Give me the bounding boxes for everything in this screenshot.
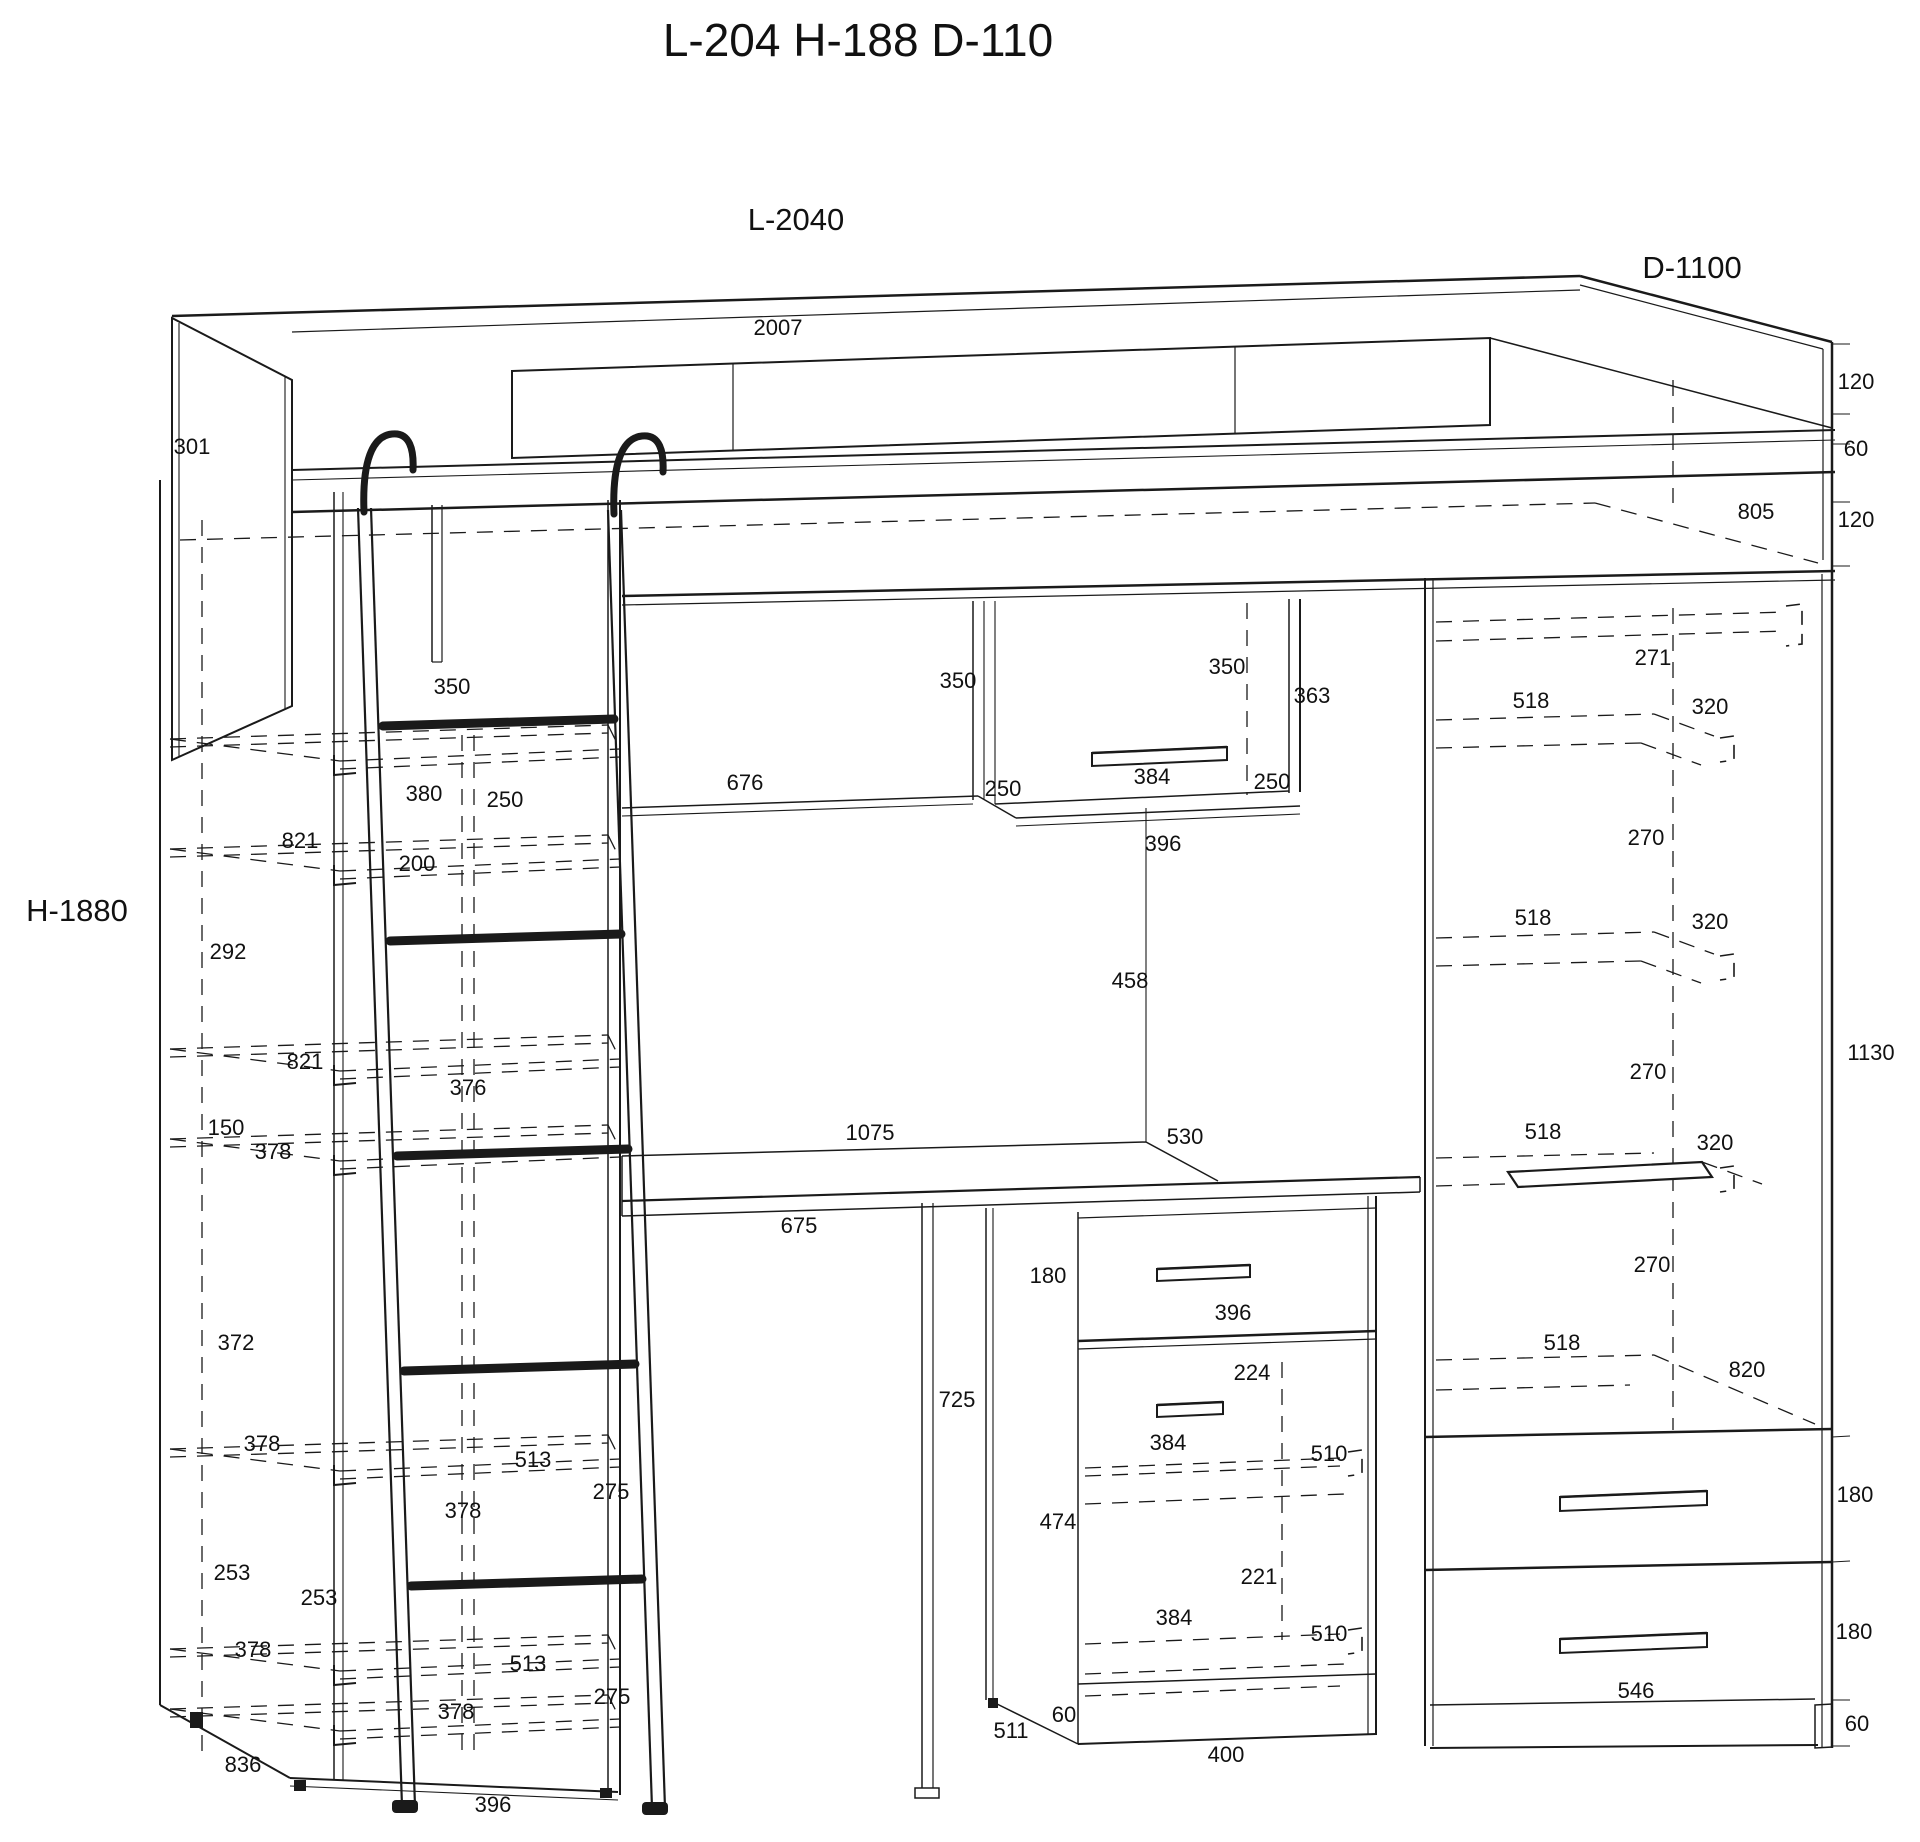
dimension-label: 224	[1233, 1359, 1271, 1385]
dimension-label: 513	[514, 1446, 552, 1472]
depth-label: D-1100	[1642, 250, 1742, 286]
dimension-label: 270	[1633, 1251, 1671, 1277]
dimension-label: 60	[1844, 1710, 1870, 1736]
dimension-label: 400	[1207, 1741, 1245, 1767]
dimension-label: 150	[207, 1114, 245, 1140]
dimension-label: 320	[1691, 908, 1729, 934]
dimension-label: 376	[449, 1074, 487, 1100]
dimension-label: 836	[224, 1751, 262, 1777]
dimension-label: 378	[234, 1636, 272, 1662]
dimension-label: 380	[405, 780, 443, 806]
dimension-label: 805	[1737, 498, 1775, 524]
dimension-label: 250	[1253, 768, 1291, 794]
dimension-label: 200	[398, 850, 436, 876]
dimension-label: 350	[433, 673, 471, 699]
foot	[600, 1788, 612, 1798]
dimension-label: 518	[1514, 904, 1552, 930]
dimension-label: 378	[254, 1138, 292, 1164]
dimension-label: 250	[984, 775, 1022, 801]
dimension-label: 396	[474, 1791, 512, 1817]
dimension-label: 350	[939, 667, 977, 693]
dimension-label: 253	[300, 1584, 338, 1610]
dimension-label: 511	[993, 1717, 1029, 1743]
dimension-label: 250	[486, 786, 524, 812]
dimension-label: 120	[1837, 368, 1875, 394]
dimension-label: 253	[213, 1559, 251, 1585]
dimension-label: 350	[1208, 653, 1246, 679]
dimension-label: 518	[1512, 687, 1550, 713]
dimension-label: 518	[1543, 1329, 1581, 1355]
dimension-label: 180	[1836, 1481, 1874, 1507]
dimension-label: 320	[1691, 693, 1729, 719]
dimension-label: 1075	[845, 1119, 895, 1145]
ladder-foot	[642, 1802, 668, 1815]
dimension-label: 821	[281, 827, 319, 853]
dimension-label: 458	[1111, 967, 1149, 993]
dimension-label: 301	[173, 433, 211, 459]
dimension-label: 270	[1627, 824, 1665, 850]
dimension-label: 513	[509, 1650, 547, 1676]
dimension-label: 271	[1634, 644, 1672, 670]
dimension-label: 546	[1617, 1677, 1655, 1703]
dimension-label: 275	[592, 1478, 630, 1504]
foot	[294, 1780, 306, 1791]
dimension-label: 820	[1728, 1356, 1766, 1382]
dimension-label: 510	[1310, 1620, 1348, 1646]
dimension-label: 518	[1524, 1118, 1562, 1144]
dimension-label: 384	[1133, 763, 1171, 789]
dimension-label: 378	[243, 1430, 281, 1456]
ladder-foot	[392, 1800, 418, 1813]
dimension-label: 2007	[753, 314, 803, 340]
dimension-label: 1130	[1847, 1039, 1895, 1065]
dimension-label: 396	[1214, 1299, 1252, 1325]
dimension-label: 180	[1835, 1618, 1873, 1644]
dimension-label: 180	[1029, 1262, 1067, 1288]
height-label: H-1880	[26, 893, 128, 929]
dimension-label: 378	[437, 1698, 475, 1724]
dimension-label: 60	[1051, 1701, 1077, 1727]
dimension-label: 725	[938, 1386, 976, 1412]
dimension-label: 221	[1240, 1563, 1278, 1589]
dimension-label: 363	[1293, 682, 1331, 708]
dimension-label: 320	[1696, 1129, 1734, 1155]
dimension-label: 384	[1149, 1429, 1187, 1455]
dimension-label: 275	[593, 1683, 631, 1709]
foot	[190, 1712, 203, 1728]
dimension-label: 120	[1837, 506, 1875, 532]
dimension-label: 292	[209, 938, 247, 964]
dimension-label: 372	[217, 1329, 255, 1355]
dimension-label: 396	[1144, 830, 1182, 856]
foot	[988, 1698, 998, 1708]
length-label: L-2040	[747, 202, 845, 238]
dimension-label: 510	[1310, 1440, 1348, 1466]
dimension-label: 378	[444, 1497, 482, 1523]
dimension-label: 676	[726, 769, 764, 795]
dimension-label: 474	[1039, 1508, 1077, 1534]
dimension-label: 530	[1166, 1123, 1204, 1149]
dimension-label: 821	[286, 1048, 324, 1074]
dimension-label: 60	[1843, 435, 1869, 461]
dimension-label: 384	[1155, 1604, 1193, 1630]
drawing-title: L-204 H-188 D-110	[662, 14, 1054, 67]
dimension-label: 675	[780, 1212, 818, 1238]
dimension-label: 270	[1629, 1058, 1667, 1084]
